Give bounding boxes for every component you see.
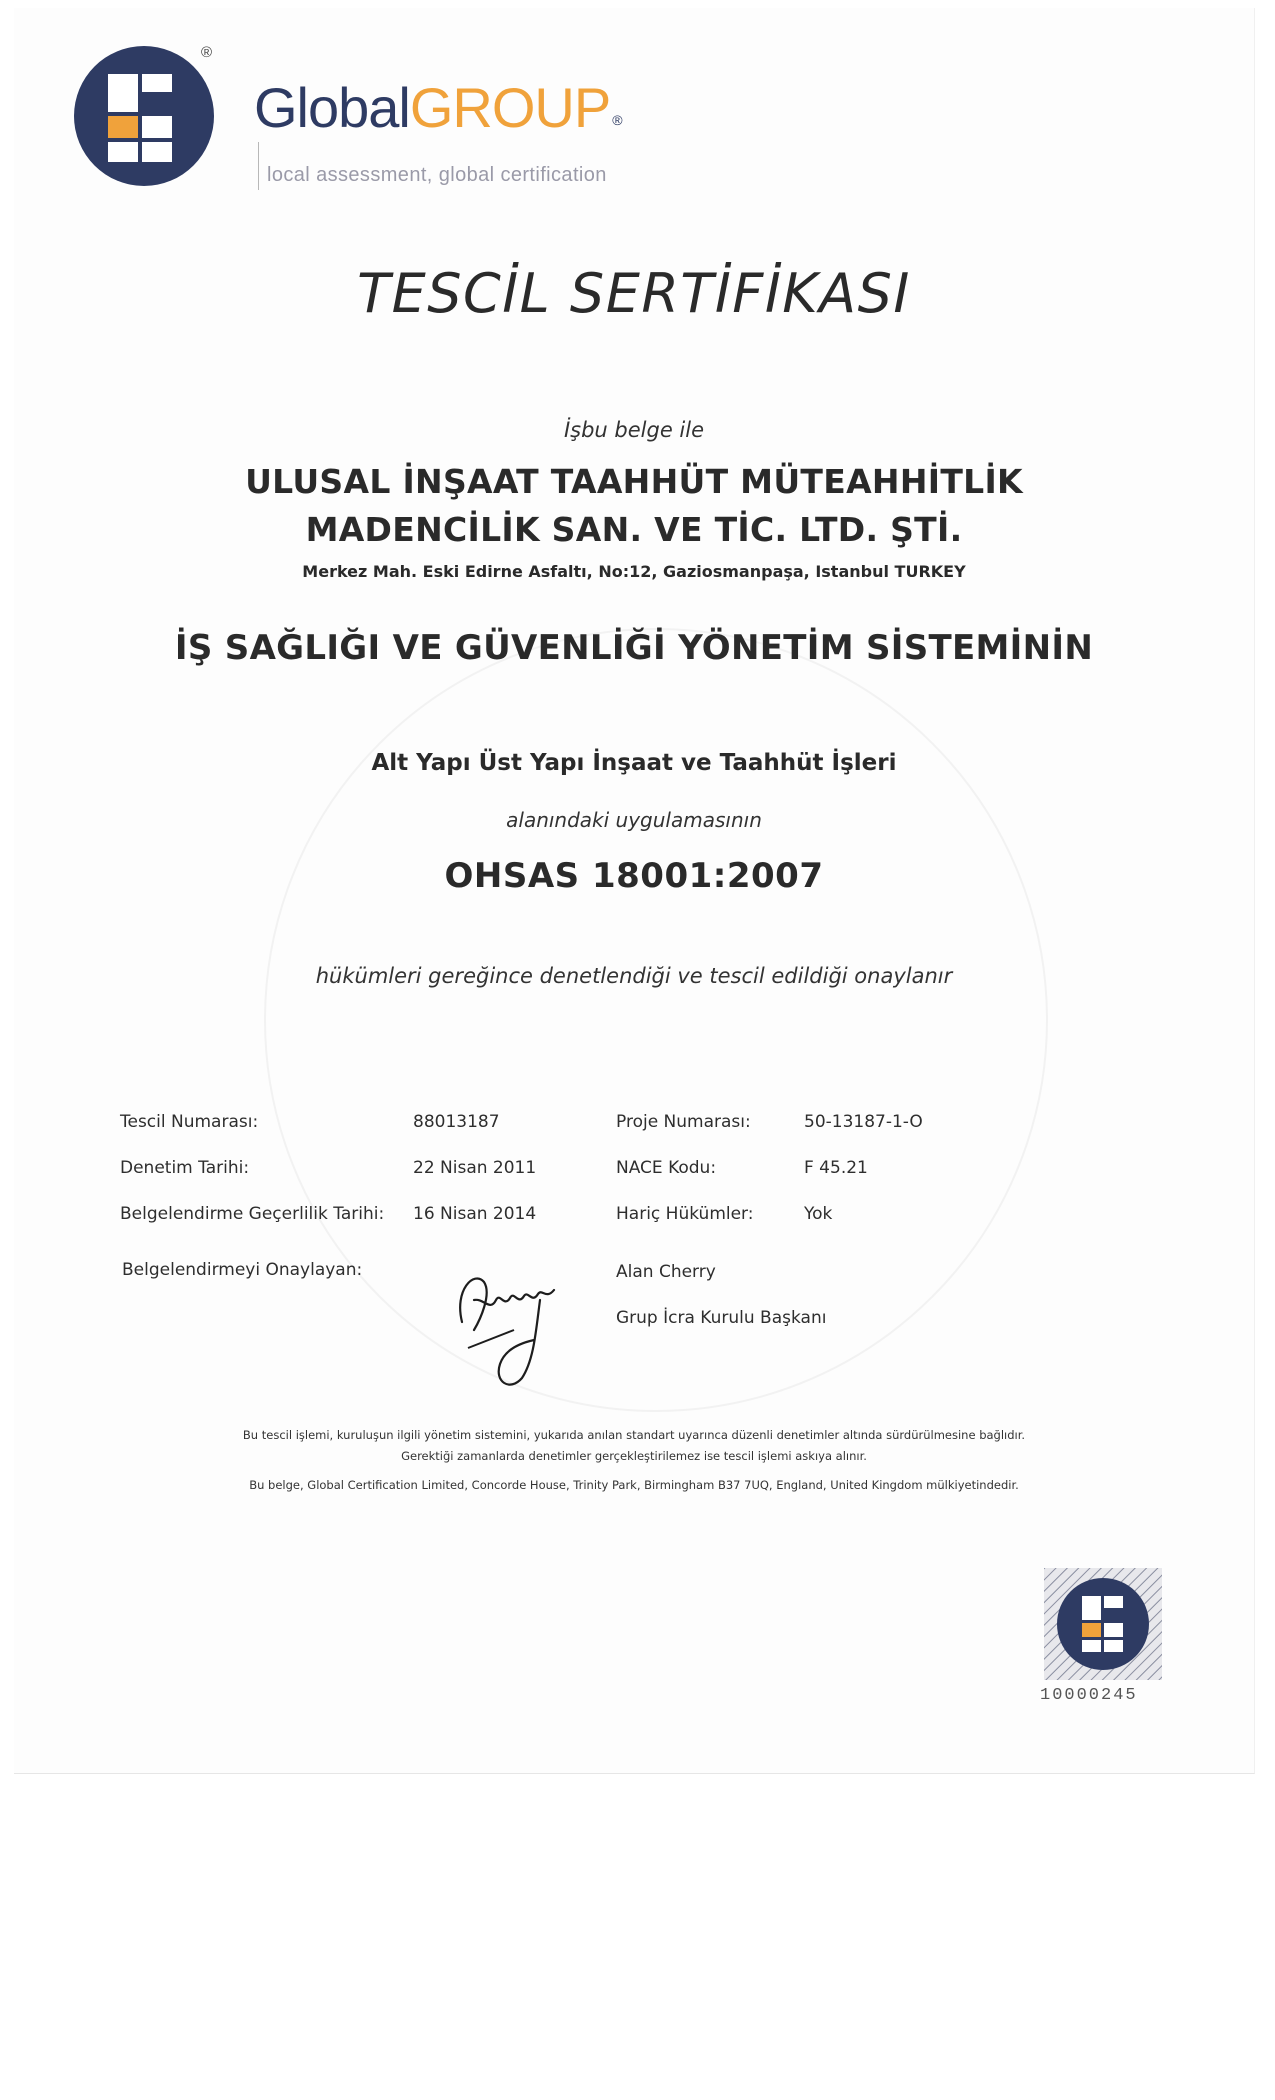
company-name bbox=[14, 458, 1254, 554]
management-system: İŞ SAĞLIĞI VE GÜVENLİĞİ YÖNETİM SİSTEMİNİN bbox=[174, 628, 1094, 668]
company-address: Merkez Mah. Eski Edirne Asfaltı, No:12, Gaziosmanpaşa, Istanbul TURKEY bbox=[302, 562, 966, 581]
nace-code-label: NACE Kodu: bbox=[616, 1158, 717, 1178]
footer-note-line2: Gerektiği zamanlarda denetimler gerçekleştirilemez ise tescil işlemi askıya alınır. bbox=[401, 1449, 867, 1463]
brand-name-part1: Global bbox=[254, 76, 410, 139]
company-name-line2: MADENCİLİK SAN. VE TİC. LTD. ŞTİ. bbox=[305, 510, 963, 549]
globalgroup-logo-icon bbox=[72, 44, 216, 188]
seal-serial-number: 10000245 bbox=[1040, 1686, 1138, 1705]
registration-number-label: Tescil Numarası: bbox=[120, 1112, 259, 1132]
signature-image bbox=[444, 1260, 574, 1390]
company-name-line1: ULUSAL İNŞAAT TAAHHÜT MÜTEAHHİTLİK bbox=[245, 462, 1023, 501]
audit-date-value: 22 Nisan 2011 bbox=[413, 1158, 537, 1178]
standard-name: OHSAS 18001:2007 bbox=[444, 856, 824, 896]
certificate-intro: İşbu belge ile bbox=[563, 418, 705, 442]
validity-date-value: 16 Nisan 2014 bbox=[413, 1204, 537, 1224]
approval-statement: hükümleri gereğince denetlendiği ve tescil edildiği onaylanır bbox=[315, 964, 953, 988]
project-number-label: Proje Numarası: bbox=[616, 1112, 751, 1132]
validity-date-label: Belgelendirme Geçerlilik Tarihi: bbox=[120, 1204, 385, 1224]
exclusions-value: Yok bbox=[804, 1204, 833, 1224]
scope-subtext: alanındaki uygulamasının bbox=[506, 808, 762, 832]
project-number-value: 50-13187-1-O bbox=[804, 1112, 923, 1132]
certification-scope: Alt Yapı Üst Yapı İnşaat ve Taahhüt İşleri bbox=[371, 750, 897, 776]
tagline-divider bbox=[258, 142, 259, 190]
certificate-title: TESCİL SERTİFİKASI bbox=[357, 262, 911, 325]
footer-note-line1: Bu tescil işlemi, kuruluşun ilgili yönetim sistemini, yukarıda anılan standart uyarınca düzenli denetimler altında sürdürülmesine bağlıdır. bbox=[242, 1428, 1026, 1442]
brand-tagline: local assessment, global certification bbox=[267, 164, 607, 186]
hologram-seal-icon bbox=[1044, 1568, 1162, 1680]
brand-registered-mark: ® bbox=[612, 112, 622, 128]
nace-code-value: F 45.21 bbox=[804, 1158, 868, 1178]
approver-title: Grup İcra Kurulu Başkanı bbox=[616, 1308, 827, 1328]
brand-name-part2: GROUP bbox=[409, 76, 611, 139]
footer-note-line3: Bu belge, Global Certification Limited, Concorde House, Trinity Park, Birmingham B37 7UQ, England, United Kingdom mülkiyetindedir. bbox=[249, 1478, 1019, 1492]
approver-name: Alan Cherry bbox=[616, 1262, 716, 1282]
audit-date-label: Denetim Tarihi: bbox=[120, 1158, 250, 1178]
registered-mark: ® bbox=[201, 44, 213, 61]
brand-name bbox=[254, 76, 622, 139]
certificate-sheet bbox=[14, 8, 1255, 1774]
exclusions-label: Hariç Hükümler: bbox=[616, 1204, 754, 1224]
background-watermark bbox=[264, 628, 1048, 1412]
registration-number-value: 88013187 bbox=[413, 1112, 500, 1132]
approver-label: Belgelendirmeyi Onaylayan: bbox=[122, 1260, 363, 1280]
